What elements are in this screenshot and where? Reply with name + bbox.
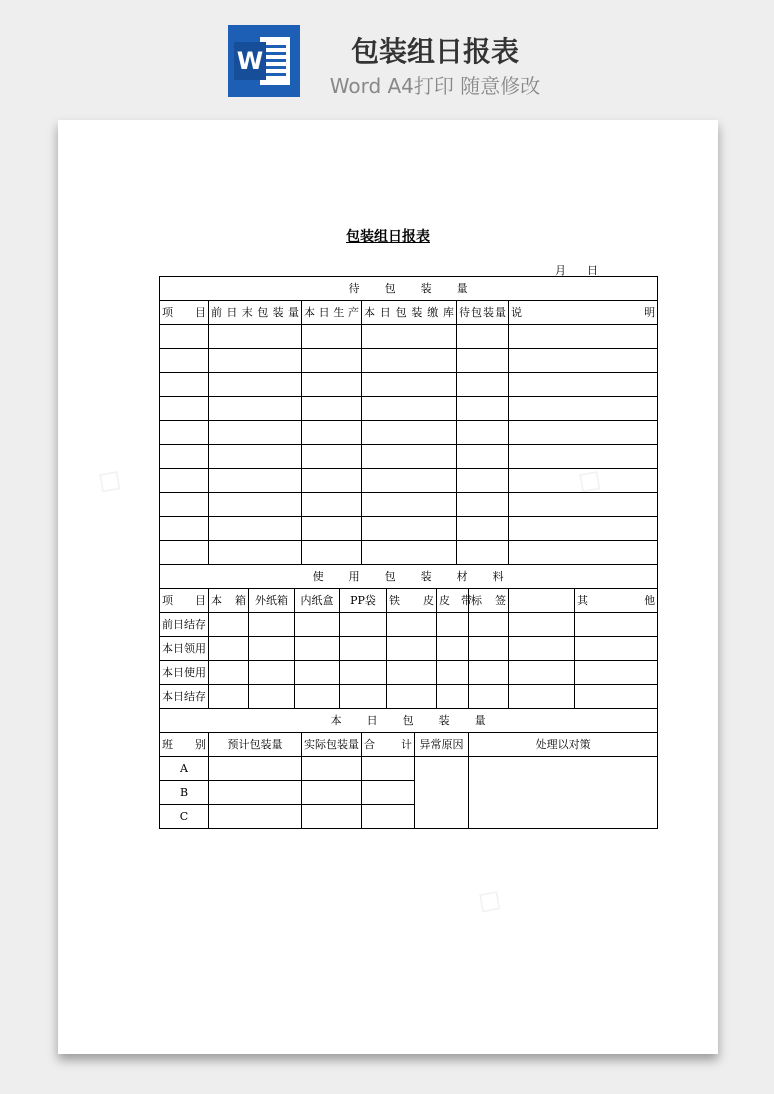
page-header: [0, 0, 774, 110]
table-cell: [437, 685, 469, 709]
table-cell: [209, 781, 302, 805]
table-cell: [209, 397, 302, 421]
table-cell: [160, 325, 209, 349]
header-cell: 班 别: [160, 733, 209, 757]
table-cell: [160, 493, 209, 517]
table-cell: [437, 637, 469, 661]
header-cell: 合 计: [362, 733, 415, 757]
table-cell: [209, 349, 302, 373]
table-cell: [302, 781, 362, 805]
table-cell: [209, 469, 302, 493]
table-cell: [509, 397, 658, 421]
table-cell: [160, 517, 209, 541]
table-cell: [295, 685, 340, 709]
table-cell: [457, 493, 509, 517]
table-cell: [209, 373, 302, 397]
date-line: 月 日: [555, 264, 598, 277]
table-cell: [340, 637, 387, 661]
table-cell: [302, 517, 362, 541]
table-row: [160, 373, 658, 397]
table-cell: [457, 421, 509, 445]
header-cell: 外纸箱: [249, 589, 295, 613]
table-cell: [295, 613, 340, 637]
table-cell: [362, 541, 457, 565]
table-cell: [457, 469, 509, 493]
header-cell: 实际包装量: [302, 733, 362, 757]
table-cell: [509, 493, 658, 517]
table-cell: [362, 445, 457, 469]
table-cell: [295, 661, 340, 685]
table-cell: [340, 661, 387, 685]
table-cell: [209, 325, 302, 349]
table-cell: [302, 373, 362, 397]
table-cell: [340, 613, 387, 637]
header-cell: 处理以对策: [469, 733, 658, 757]
table-cell: [302, 469, 362, 493]
table-row: [160, 637, 658, 661]
shift-label: B: [160, 781, 209, 805]
header-cell: 本日包装缴库: [362, 301, 457, 325]
table-cell: [160, 373, 209, 397]
table-cell: [209, 517, 302, 541]
word-logo-icon: [228, 25, 300, 97]
section3-header-row: [160, 733, 658, 757]
shift-label: A: [160, 757, 209, 781]
table-cell: [387, 637, 437, 661]
header-cell: 项 目: [160, 589, 209, 613]
table-row: [160, 493, 658, 517]
table-row: [160, 757, 658, 781]
row-label: 前日结存: [160, 613, 209, 637]
table-cell: [249, 613, 295, 637]
table-cell: [160, 445, 209, 469]
table-cell: [509, 445, 658, 469]
section-title-row: [160, 565, 658, 589]
header-subtitle: Word A4打印 随意修改: [329, 74, 541, 98]
header-cell: PP袋: [340, 589, 387, 613]
table-cell: [302, 445, 362, 469]
table-cell: [160, 469, 209, 493]
table-cell: [509, 613, 575, 637]
table-cell: [302, 397, 362, 421]
table-cell: [209, 445, 302, 469]
table-cell: [509, 421, 658, 445]
table-cell: [457, 373, 509, 397]
table-cell: [457, 541, 509, 565]
countermeasure-cell: [469, 757, 658, 829]
table-cell: [209, 613, 249, 637]
header-cell: 前日末包装量: [209, 301, 302, 325]
table-row: [160, 685, 658, 709]
table-cell: [302, 541, 362, 565]
table-cell: [457, 517, 509, 541]
section1-title: 待 包 装 量: [160, 277, 658, 301]
table-row: [160, 445, 658, 469]
table-cell: [362, 781, 415, 805]
table-cell: [209, 661, 249, 685]
section3-title: 本 日 包 装 量: [160, 709, 658, 733]
table-cell: [437, 661, 469, 685]
table-cell: [362, 325, 457, 349]
table-cell: [387, 661, 437, 685]
table-row: [160, 541, 658, 565]
row-label: 本日领用: [160, 637, 209, 661]
table-cell: [457, 325, 509, 349]
header-title: 包装组日报表: [350, 35, 519, 68]
table-cell: [209, 493, 302, 517]
table-cell: [509, 637, 575, 661]
table-cell: [209, 541, 302, 565]
section-title-row: [160, 277, 658, 301]
table-row: [160, 613, 658, 637]
table-row: [160, 469, 658, 493]
section2-header-row: [160, 589, 658, 613]
table-cell: [302, 421, 362, 445]
header-cell: 内纸盒: [295, 589, 340, 613]
table-cell: [387, 613, 437, 637]
table-cell: [575, 613, 658, 637]
table-cell: [362, 373, 457, 397]
header-cell: 铁 皮: [387, 589, 437, 613]
row-label: 本日结存: [160, 685, 209, 709]
section2-title: 使 用 包 装 材 料: [160, 565, 658, 589]
watermark-icon: ◇: [568, 456, 614, 504]
table-cell: [209, 805, 302, 829]
document-page: [58, 120, 718, 1054]
table-cell: [249, 661, 295, 685]
shift-label: C: [160, 805, 209, 829]
table-cell: [302, 757, 362, 781]
table-cell: [302, 493, 362, 517]
header-cell: 说 明: [509, 301, 658, 325]
table-cell: [249, 685, 295, 709]
table-cell: [362, 349, 457, 373]
table-row: [160, 421, 658, 445]
word-letter: W: [234, 42, 266, 80]
table-cell: [160, 349, 209, 373]
table-cell: [457, 349, 509, 373]
table-cell: [302, 349, 362, 373]
table-cell: [362, 421, 457, 445]
table-cell: [509, 685, 575, 709]
watermark-icon: ◇: [468, 876, 514, 924]
table-cell: [160, 541, 209, 565]
header-cell: 其 他: [575, 589, 658, 613]
table-row: [160, 661, 658, 685]
header-cell: 本日生产: [302, 301, 362, 325]
table-row: [160, 349, 658, 373]
header-cell: 预计包装量: [209, 733, 302, 757]
report-table: [159, 276, 658, 829]
table-cell: [509, 541, 658, 565]
table-cell: [457, 445, 509, 469]
header-cell: 异常原因: [415, 733, 469, 757]
table-cell: [437, 613, 469, 637]
table-cell: [362, 517, 457, 541]
table-cell: [575, 637, 658, 661]
table-cell: [509, 325, 658, 349]
table-cell: [469, 613, 509, 637]
table-cell: [509, 373, 658, 397]
abnormal-reason-cell: [415, 757, 469, 829]
section-title-row: [160, 709, 658, 733]
table-cell: [469, 637, 509, 661]
table-row: [160, 325, 658, 349]
header-cell: 标 签: [469, 589, 509, 613]
table-cell: [209, 421, 302, 445]
table-cell: [457, 397, 509, 421]
table-cell: [295, 637, 340, 661]
table-cell: [249, 637, 295, 661]
document-title-text: 包装组日报表: [346, 229, 430, 245]
table-cell: [362, 397, 457, 421]
header-cell: 本 箱: [209, 589, 249, 613]
table-cell: [302, 805, 362, 829]
table-cell: [362, 493, 457, 517]
table-cell: [362, 805, 415, 829]
watermark-icon: ◇: [88, 456, 134, 504]
table-cell: [509, 661, 575, 685]
document-title: [58, 226, 718, 246]
section1-header-row: [160, 301, 658, 325]
row-label: 本日使用: [160, 661, 209, 685]
table-cell: [509, 517, 658, 541]
table-cell: [209, 757, 302, 781]
table-row: [160, 517, 658, 541]
table-cell: [575, 685, 658, 709]
table-cell: [362, 757, 415, 781]
table-cell: [575, 661, 658, 685]
header-cell: 皮 带: [437, 589, 469, 613]
table-cell: [469, 661, 509, 685]
header-cell: [509, 589, 575, 613]
header-cell: 待包装量: [457, 301, 509, 325]
table-cell: [160, 397, 209, 421]
table-row: [160, 397, 658, 421]
table-cell: [209, 685, 249, 709]
table-cell: [302, 325, 362, 349]
table-cell: [469, 685, 509, 709]
table-cell: [387, 685, 437, 709]
table-cell: [362, 469, 457, 493]
table-cell: [160, 421, 209, 445]
table-cell: [340, 685, 387, 709]
header-cell: 项 目: [160, 301, 209, 325]
table-cell: [509, 469, 658, 493]
table-cell: [209, 637, 249, 661]
table-cell: [509, 349, 658, 373]
